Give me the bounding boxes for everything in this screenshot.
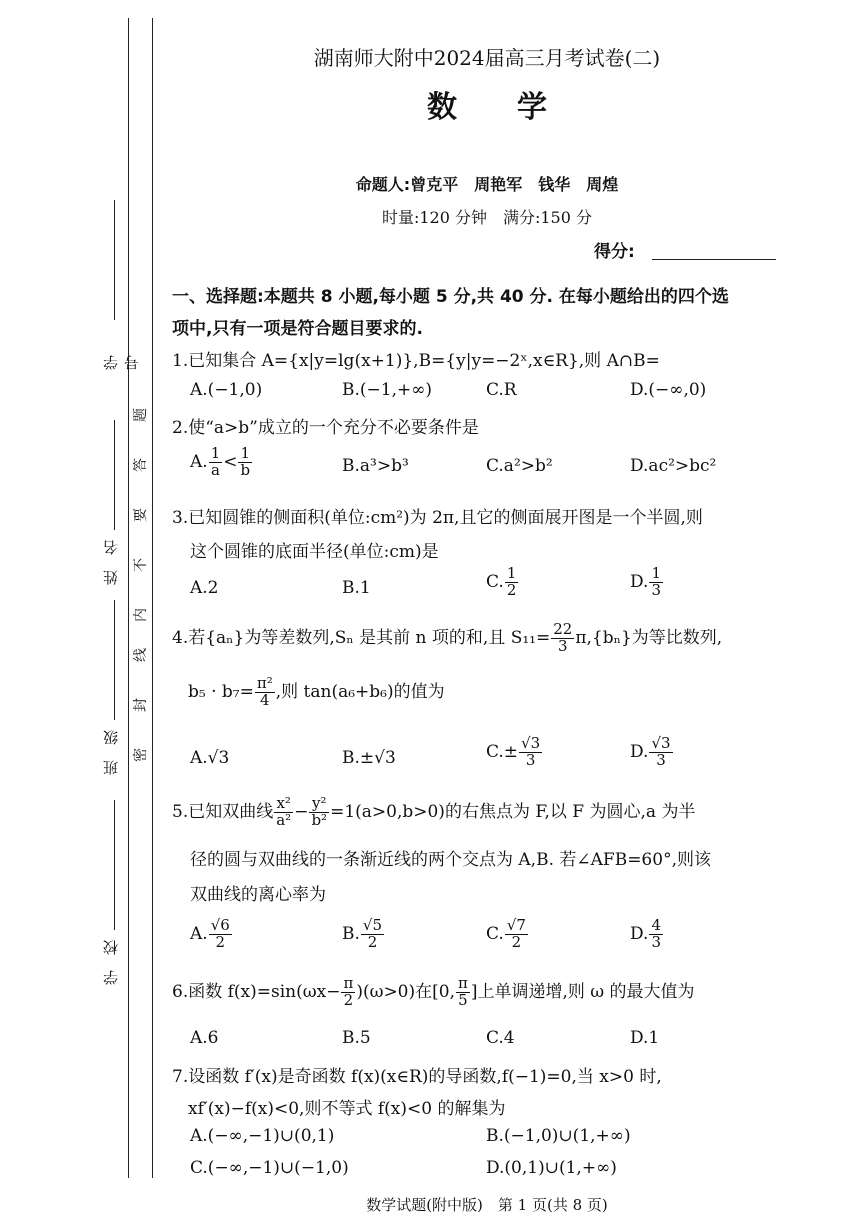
q4-stem-part: π,{bₙ}为等比数列, <box>575 627 723 648</box>
q3-stem-line2: 这个圆锥的底面半径(单位:cm)是 <box>190 542 439 562</box>
subject-title: 数 学 <box>427 90 547 125</box>
q5-option-d-label: D. <box>630 923 649 944</box>
fraction <box>209 918 232 951</box>
fraction <box>341 976 355 1009</box>
binding-line-outer <box>152 18 153 1178</box>
fraction <box>361 918 384 951</box>
q4-stem-part: b₅ · b₇= <box>188 681 254 702</box>
time-score: 时量:120 分钟 满分:150 分 <box>381 208 593 227</box>
denominator: 2 <box>215 932 226 951</box>
numerator: √5 <box>362 916 383 934</box>
numerator: x² <box>274 796 293 813</box>
seal-char: 题 <box>133 408 149 422</box>
fraction <box>274 796 293 829</box>
page-footer: 数学试题(附中版) 第 1 页(共 8 页) <box>366 1196 608 1214</box>
q3-stem-line1: 3.已知圆锥的侧面积(单位:cm²)为 2π,且它的侧面展开图是一个半圆,则 <box>172 508 703 528</box>
q5-option-a[interactable] <box>190 918 233 951</box>
q6-option-a[interactable]: A.6 <box>190 1028 219 1048</box>
numerator: 1 <box>238 446 252 463</box>
q5-option-c[interactable] <box>486 918 529 951</box>
seal-char: 封 <box>133 698 149 712</box>
denominator: 3 <box>558 636 568 655</box>
q3-option-a[interactable]: A.2 <box>190 578 219 598</box>
q4-option-b[interactable]: B.±√3 <box>342 748 396 768</box>
denominator: 3 <box>525 750 536 769</box>
numerator: √7 <box>506 916 526 934</box>
q6-stem-part: 6.函数 f(x)=sin(ωx− <box>172 981 341 1002</box>
numerator: 1 <box>651 564 661 582</box>
q7-option-d[interactable]: D.(0,1)∪(1,+∞) <box>486 1158 617 1178</box>
q4-option-d[interactable] <box>630 736 674 769</box>
q5-stem-line3: 双曲线的离心率为 <box>190 885 326 905</box>
seal-char: 不 <box>133 558 149 572</box>
q7-option-a[interactable]: A.(−∞,−1)∪(0,1) <box>190 1126 335 1146</box>
numerator: 1 <box>210 444 221 462</box>
q5-option-d[interactable] <box>630 918 664 951</box>
q4-option-c-label: C.± <box>486 741 519 762</box>
q5-option-c-label: C. <box>486 923 504 944</box>
fraction <box>255 676 275 709</box>
less-than: < <box>223 451 238 472</box>
q4-stem-line2 <box>188 676 445 709</box>
fraction <box>519 736 542 769</box>
denominator: b² <box>311 810 328 829</box>
q3-option-d-label: D. <box>630 571 649 592</box>
school-field[interactable] <box>100 800 120 990</box>
numerator: 22 <box>553 620 573 638</box>
q3-option-c-label: C. <box>486 571 504 592</box>
q4-stem-line1 <box>172 622 722 655</box>
numerator: 1 <box>506 564 517 582</box>
q4-stem-part: 4.若{aₙ}为等差数列,Sₙ 是其前 n 项的和,且 S₁₁= <box>172 627 551 648</box>
student-id-field[interactable] <box>100 200 141 370</box>
numerator: √3 <box>521 734 541 752</box>
fraction <box>456 976 470 1009</box>
denominator: 3 <box>651 932 661 951</box>
q7-stem-line1: 7.设函数 f′(x)是奇函数 f(x)(x∈R)的导函数,f(−1)=0,当 x>0 时, <box>172 1067 662 1087</box>
q2-option-d[interactable]: D.ac²>bc² <box>630 456 717 476</box>
q5-option-a-label: A. <box>190 923 208 944</box>
section1-heading-line2: 项中,只有一项是符合题目要求的. <box>172 319 423 339</box>
q2-option-a-label: A. <box>190 451 208 472</box>
q7-stem-line2: xf′(x)−f(x)<0,则不等式 f(x)<0 的解集为 <box>188 1099 506 1119</box>
fraction <box>238 446 252 479</box>
q7-option-b[interactable]: B.(−1,0)∪(1,+∞) <box>486 1126 631 1146</box>
q5-stem-line1 <box>172 796 695 829</box>
q5-stem-part: 5.已知双曲线 <box>172 801 274 822</box>
q1-option-c[interactable]: C.R <box>486 380 517 400</box>
q4-stem-part: ,则 tan(a₆+b₆)的值为 <box>275 681 445 702</box>
binding-line-inner <box>128 18 129 1178</box>
q2-option-a[interactable] <box>190 446 253 479</box>
fraction <box>505 566 519 599</box>
numerator: π² <box>256 674 273 692</box>
numerator: √3 <box>651 734 671 752</box>
q5-stem-part: =1(a>0,b>0)的右焦点为 F,以 F 为圆心,a 为半 <box>330 801 696 822</box>
student-id-label: 学 号 <box>102 340 141 370</box>
denominator: 2 <box>343 990 354 1009</box>
q6-stem-part: )(ω>0)在[0, <box>356 981 455 1002</box>
seal-char: 线 <box>133 648 149 662</box>
denominator: 2 <box>506 580 517 599</box>
q1-option-a[interactable]: A.(−1,0) <box>190 380 263 400</box>
q6-stem <box>172 976 695 1009</box>
denominator: 5 <box>458 990 468 1009</box>
fraction <box>551 622 574 655</box>
school-label: 学 校 <box>102 940 120 985</box>
q6-stem-part: ]上单调递增,则 ω 的最大值为 <box>470 981 695 1002</box>
q4-option-a[interactable]: A.√3 <box>190 748 230 768</box>
fraction <box>309 796 329 829</box>
q4-option-d-label: D. <box>630 741 649 762</box>
exam-title: 湖南师大附中2024届高三月考试卷(二) <box>313 46 661 70</box>
score-blank[interactable] <box>652 259 776 260</box>
q7-option-c[interactable]: C.(−∞,−1)∪(−1,0) <box>190 1158 349 1178</box>
seal-char: 要 <box>133 508 149 522</box>
q2-option-c[interactable]: C.a²>b² <box>486 456 553 476</box>
section1-heading-line1: 一、选择题:本题共 8 小题,每小题 5 分,共 40 分. 在每小题给出的四个选 <box>172 287 729 307</box>
score-box[interactable] <box>594 237 778 261</box>
denominator: a <box>210 460 220 479</box>
q2-stem: 2.使“a>b”成立的一个充分不必要条件是 <box>172 418 479 438</box>
class-field[interactable] <box>100 600 120 780</box>
q6-option-d[interactable]: D.1 <box>630 1028 660 1048</box>
seal-char: 内 <box>133 608 149 622</box>
seal-char: 答 <box>133 458 149 472</box>
q1-stem: 1.已知集合 A={x|y=lg(x+1)},B={y|y=−2ˣ,x∈R},则 A∩B= <box>172 351 660 371</box>
q5-stem-line2: 径的圆与双曲线的一条渐近线的两个交点为 A,B. 若∠AFB=60°,则该 <box>190 850 711 870</box>
seal-char: 密 <box>133 748 149 762</box>
q3-option-d[interactable] <box>630 566 664 599</box>
q5-option-b[interactable] <box>342 918 385 951</box>
q4-option-c[interactable] <box>486 736 543 769</box>
numerator: 4 <box>651 916 661 934</box>
name-label: 姓 名 <box>102 540 120 585</box>
denominator: a² <box>276 810 292 829</box>
q2-option-b[interactable]: B.a³>b³ <box>342 456 409 476</box>
q6-option-b[interactable]: B.5 <box>342 1028 371 1048</box>
denominator: b <box>240 460 251 479</box>
fraction <box>649 736 672 769</box>
denominator: 4 <box>260 690 270 709</box>
numerator: √6 <box>210 916 230 934</box>
denominator: 2 <box>511 932 522 951</box>
q5-option-b-label: B. <box>342 923 360 944</box>
score-label: 得分: <box>594 242 635 262</box>
name-field[interactable] <box>100 420 120 590</box>
fraction <box>649 918 663 951</box>
class-label: 班 级 <box>102 730 120 775</box>
fraction <box>209 446 223 479</box>
denominator: 3 <box>651 580 661 599</box>
q6-option-c[interactable]: C.4 <box>486 1028 515 1048</box>
minus-sign: − <box>294 801 309 822</box>
numerator: y² <box>309 796 329 813</box>
fraction <box>505 918 528 951</box>
q1-option-b[interactable]: B.(−1,+∞) <box>342 380 433 400</box>
denominator: 3 <box>656 750 666 769</box>
numerator: π <box>343 974 354 992</box>
denominator: 2 <box>367 932 378 951</box>
fraction <box>649 566 663 599</box>
q3-option-c[interactable] <box>486 566 519 599</box>
numerator: π <box>457 974 468 992</box>
q1-option-d[interactable]: D.(−∞,0) <box>630 380 707 400</box>
q3-option-b[interactable]: B.1 <box>342 578 371 598</box>
authors: 命题人:曾克平 周艳军 钱华 周煌 <box>355 175 619 194</box>
